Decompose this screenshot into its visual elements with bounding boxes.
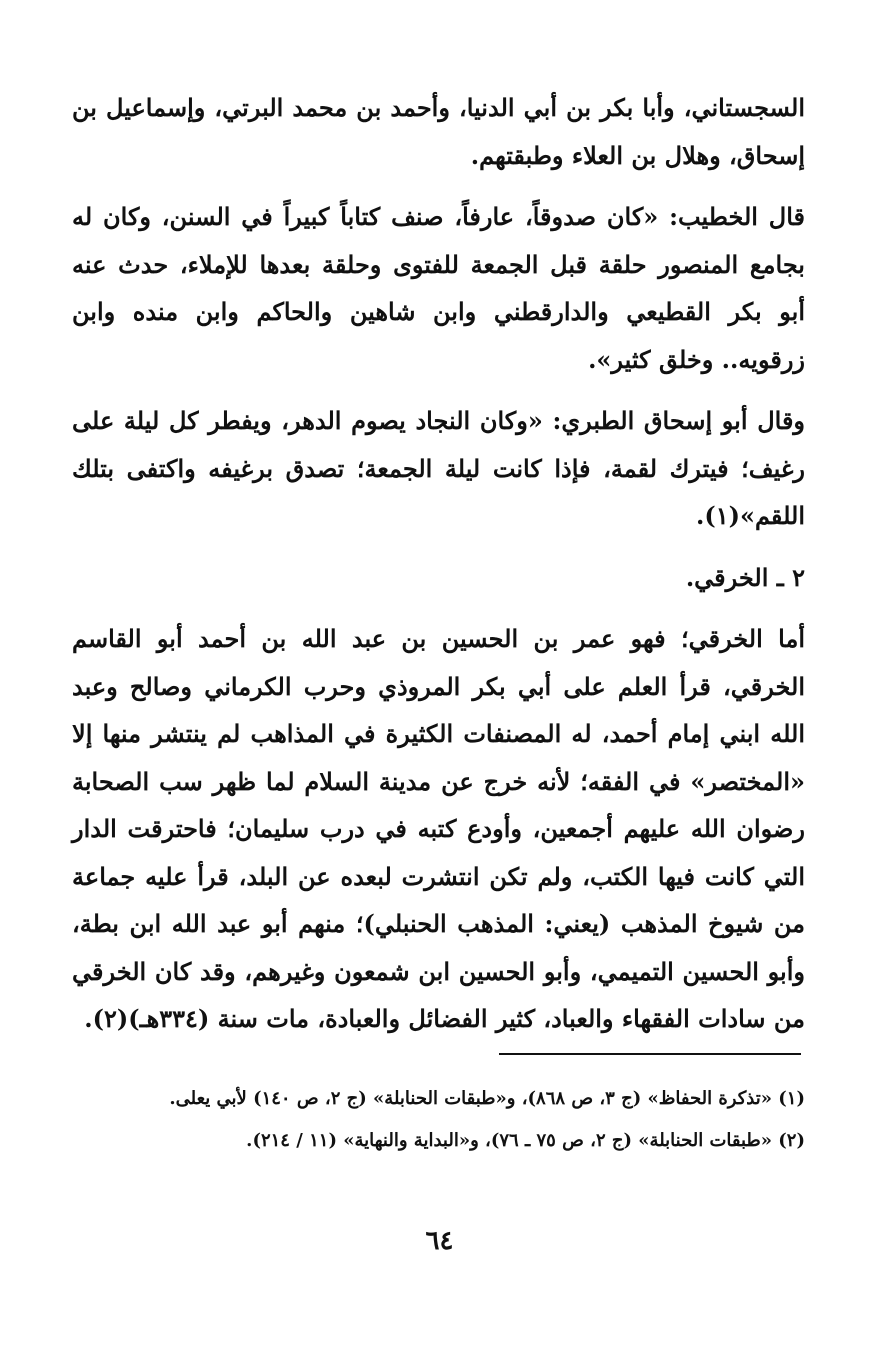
paragraph-3: وقال أبو إسحاق الطبري: «وكان النجاد يصوم الدهر، ويفطر كل ليلة على رغيف؛ فيترك لقمة، فإذا كانت ليلة الجمعة؛ تصدق برغيفه واكتفى بتلك اللقم»(١). xyxy=(72,406,806,530)
footnote-separator xyxy=(499,1053,801,1055)
main-text xyxy=(72,84,805,1057)
paragraph-2: قال الخطيب: «كان صدوقاً، عارفاً، صنف كتاباً كبيراً في السنن، وكان له بجامع المنصور حلقة قبل الجمعة للفتوى وحلقة بعدها للإملاء، حدث عنه أبو بكر القطيعي والدارقطني وابن شاهين والحاكم وابن منده وابن زرقويه.. وخلق كثير». xyxy=(72,202,805,374)
paragraph-kharqi: أما الخرقي؛ فهو عمر بن الحسين بن عبد الله بن أحمد أبو القاسم الخرقي، قرأ العلم على أبي بكر المروذي وحرب الكرماني وصالح وعبد الله ابني إمام أحمد، له المصنفات الكثيرة في المذاهب لم ينتشر منها إلا «المختصر» في الفقه؛ لأنه خرج عن مدينة السلام لما ظهر سب الصحابة رضوان الله عليهم أجمعين، وأودع كتبه في درب سليمان؛ فاحترقت الدار التي كانت فيها الكتب، ولم تكن انتشرت لبعده عن البلد، قرأ عليه جماعة من شيوخ المذهب (يعني: المذهب الحنبلي)؛ منهم أبو عبد الله ابن بطة، وأبو الحسين التميمي، وأبو الحسين ابن شمعون وغيرهم، وقد كان الخرقي من سادات الفقهاء والعباد، كثير الفضائل والعبادة، مات سنة (٣٣٤هـ)(٢). xyxy=(72,624,805,1033)
paragraph-1: السجستاني، وأبا بكر بن أبي الدنيا، وأحمد بن محمد البرتي، وإسماعيل بن إسحاق، وهلال بن العلاء وطبقتهم. xyxy=(72,93,805,170)
section-heading: ٢ ـ الخرقي. xyxy=(685,562,805,592)
footnote-2: (٢) «طبقات الحنابلة» (ج ٢، ص ٧٥ ـ ٧٦)، و«البداية والنهاية» (١١ / ٢١٤). xyxy=(246,1130,805,1151)
page-number: ٦٤ xyxy=(425,1226,454,1256)
footnotes xyxy=(78,1078,805,1162)
footnote-1: (١) «تذكرة الحفاظ» (ج ٣، ص ٨٦٨)، و«طبقات الحنابلة» (ج ٢، ص ١٤٠) لأبي يعلى. xyxy=(169,1088,805,1109)
